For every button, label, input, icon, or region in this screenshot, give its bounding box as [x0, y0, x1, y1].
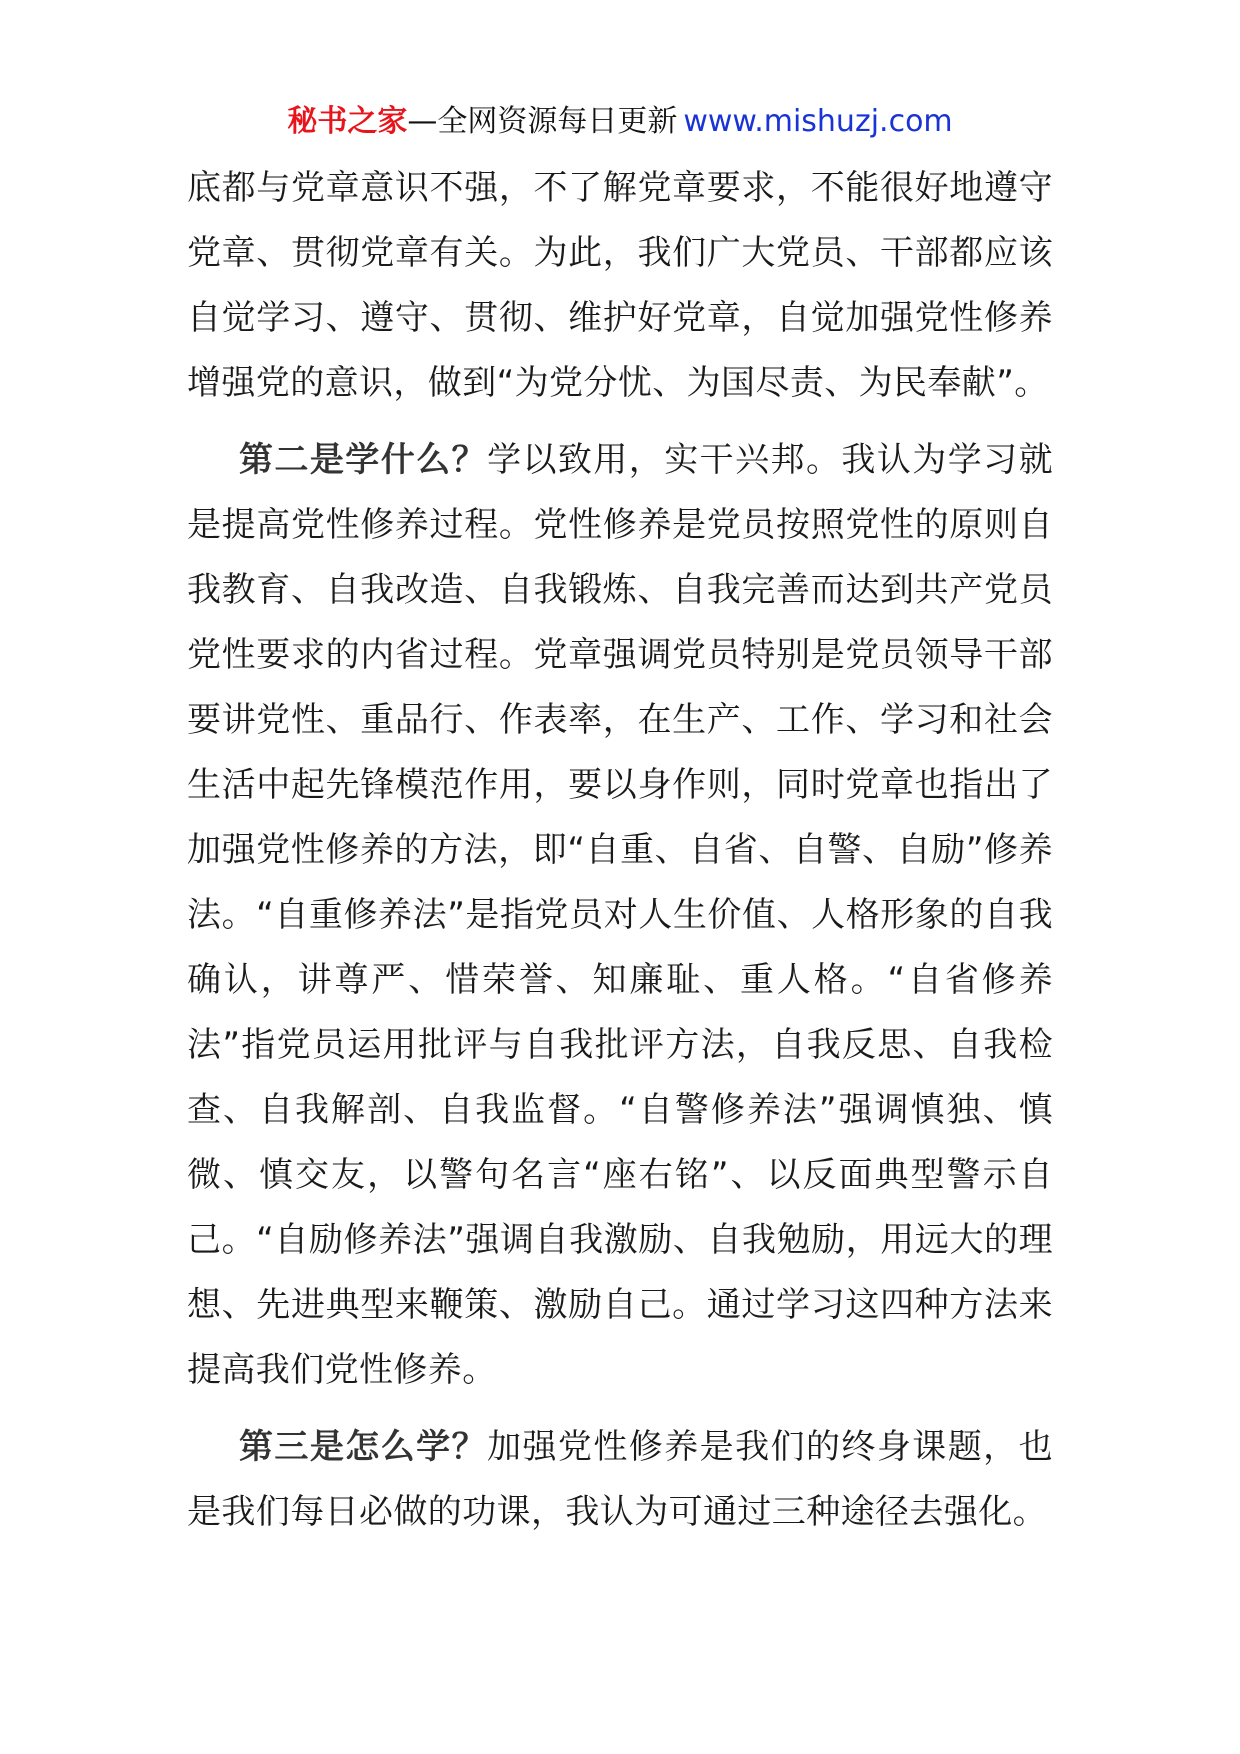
paragraph-continuation — [187, 156, 1053, 416]
paragraph-what-to-learn — [187, 428, 1053, 1403]
header-url-link[interactable]: www.mishuzj.com — [683, 104, 953, 139]
paragraph-how-to-learn — [187, 1415, 1053, 1545]
site-header — [0, 100, 1240, 144]
paragraph-text: 底都与党章意识不强，不了解党章要求，不能很好地遵守党章、贯彻党章有关。为此，我们广大党员、干部都应该自觉学习、遵守、贯彻、维护好党章，自觉加强党性修养增强党的意识，做到“为党分忧、为国尽责、为民奉献”。 — [187, 168, 1053, 403]
header-brand: 秘书之家 — [287, 104, 408, 139]
paragraph-text: 学以致用，实干兴邦。我认为学习就是提高党性修养过程。党性修养是党员按照党性的原则自我教育、自我改造、自我锻炼、自我完善而达到共产党员党性要求的内省过程。党章强调党员特别是党员领导干部要讲党性、重品行、作表率，在生产、工作、学习和社会生活中起先锋模范作用，要以身作则，同时党章也指出了加强党性修养的方法，即“自重、自省、自警、自励”修养法。“自重修养法”是指党员对人生价值、人格形象的自我确认，讲尊严、惜荣誉、知廉耻、重人格。“自省修养法”指党员运用批评与自我批评方法，自我反思、自我检查、自我解剖、自我监督。“自警修养法”强调慎独、慎微、慎交友，以警句名言“座右铭”、以反面典型警示自己。“自励修养法”强调自我激励、自我勉励，用远大的理想、先进典型来鞭策、激励自己。通过学习这四种方法来提高我们党性修养。 — [187, 440, 1053, 1390]
document-body — [187, 156, 1053, 1545]
paragraph-lead: 第二是学什么？ — [239, 440, 488, 480]
paragraph-text: 加强党性修养是我们的终身课题，也是我们每日必做的功课，我认为可通过三种途径去强化。 — [187, 1427, 1053, 1532]
paragraph-lead: 第三是怎么学？ — [239, 1427, 488, 1467]
header-tagline: —全网资源每日更新 — [407, 104, 678, 139]
